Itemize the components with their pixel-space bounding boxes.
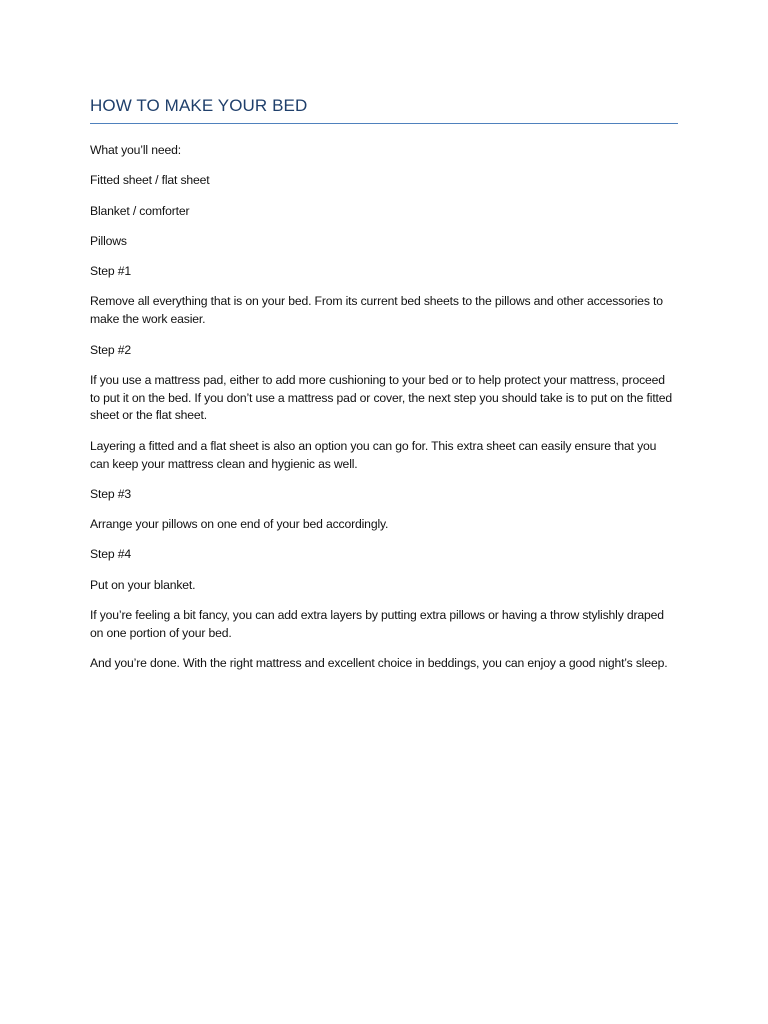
step-1-text: Remove all everything that is on your bed. From its current bed sheets to the pillows and other accessories to make the work easier.	[90, 294, 663, 327]
step-1-heading: Step #1	[90, 264, 131, 279]
step-2-note: Layering a fitted and a flat sheet is also an option you can go for. This extra sheet can easily ensure that you can keep your mattress clean and hygienic as well.	[90, 438, 657, 471]
step-4-extra: If you’re feeling a bit fancy, you can add extra layers by putting extra pillows or having a throw stylishly draped on one portion of your bed.	[90, 608, 664, 640]
needs-item-pillows: Pillows	[90, 233, 127, 248]
step-4-heading: Step #4	[90, 547, 131, 562]
step-3-text: Arrange your pillows on one end of your bed accordingly.	[90, 517, 389, 532]
needs-heading: What you’ll need:	[90, 143, 181, 157]
closing-text: And you’re done. With the right mattress and excellent choice in beddings, you can enjoy a good night’s sleep.	[90, 656, 668, 671]
needs-item-blanket: Blanket / comforter	[90, 203, 190, 218]
needs-item-sheets: Fitted sheet / flat sheet	[90, 173, 210, 188]
document-title: HOW TO MAKE YOUR BED	[90, 96, 678, 124]
step-2-text: If you use a mattress pad, either to add more cushioning to your bed or to help protect your mattress, proceed to put it on the bed. If you don’t use a mattress pad or cover, the next step you should take is to put on the fitted sheet or the flat sheet.	[90, 372, 673, 423]
step-3-heading: Step #3	[90, 486, 131, 501]
step-4-text: Put on your blanket.	[90, 577, 196, 592]
step-2-heading: Step #2	[90, 342, 131, 357]
document-content	[90, 96, 678, 673]
